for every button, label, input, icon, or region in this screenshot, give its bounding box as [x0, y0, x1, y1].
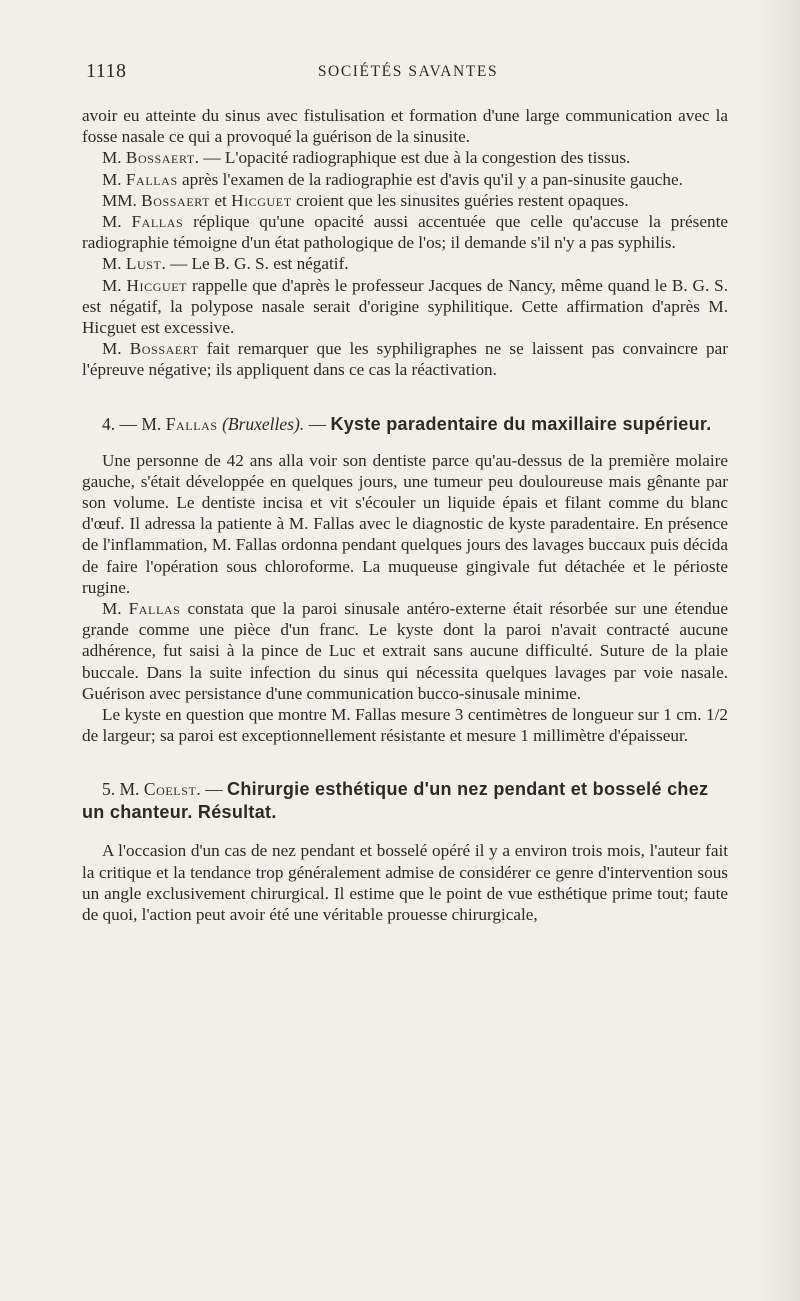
page-header: [86, 60, 730, 88]
speaker-name: Hicguet: [126, 275, 188, 295]
paragraph: M. Fallas réplique qu'une opacité aussi accentuée que celle qu'accuse la présente radiographie témoigne d'un état pathologique de l'os; il demande s'il n'y a pas syphilis.: [82, 212, 728, 253]
paragraph: M. Bossaert. — L'opacité radiographique est due à la congestion des tissus.: [102, 148, 631, 168]
body-text: [82, 105, 728, 925]
paragraph: Une personne de 42 ans alla voir son dentiste parce qu'au-dessus de la première molaire gauche, s'était développée en quelques jours, une tumeur peu douloureuse mais gênante par son volume. Le dentiste incisa et vit s'écouler un liquide épais et filant comme du blanc d'œuf. Il adressa la patiente à M. Fallas avec le diagnostic de kyste paradentaire. En présence de l'inflammation, M. Fallas ordonna pendant quelques jours des lavages buccaux puis décida de faire l'opération sous chloroforme. La muqueuse gingivale fut détachée et le périoste rugine.: [82, 450, 728, 597]
page-number: 1118: [86, 60, 127, 82]
paragraph: M. Fallas constata que la paroi sinusale antéro-externe était résorbée sur une étendue grande comme une pièce d'un franc. Le kyste dont la paroi n'avait contracté aucune adhérence, fut saisi à la pince de Luc et extrait sans aucune difficulté. Suture de la plaie buccale. Dans la suite infection du sinus qui nécessita quelques lavages par voie nasale. Guérison avec persistance d'une communication bucco-sinusale minime.: [82, 599, 728, 703]
speaker-name: Bossaert: [141, 190, 211, 210]
paragraph: avoir eu atteinte du sinus avec fistulisation et formation d'une large communication avec la fosse nasale ce qui a provoqué la guérison de la sinusite.: [82, 106, 728, 147]
speaker-name: Fallas: [128, 599, 181, 619]
paragraph: MM. Bossaert et Hicguet croient que les sinusites guéries restent opaques.: [102, 190, 629, 210]
speaker-name: Bossaert: [125, 148, 195, 168]
paragraph: M. Fallas après l'examen de la radiographie est d'avis qu'il y a pan-sinusite gauche.: [102, 169, 683, 189]
speaker-name: Bossaert: [129, 339, 199, 359]
page-edge-shadow: [760, 0, 800, 1301]
paragraph: M. Bossaert fait remarquer que les syphiligraphes ne se laissent pas convaincre par l'épreuve négative; ils appliquent dans ce cas la réactivation.: [82, 339, 728, 380]
section-title: Kyste paradentaire du maxillaire supérieur.: [330, 413, 712, 434]
speaker-name: Fallas: [131, 212, 184, 232]
speaker-name: Hicguet: [231, 190, 292, 210]
author-name: Coelst: [143, 779, 197, 800]
spacer: [82, 824, 728, 840]
section-heading-4: 4. — M. Fallas (Bruxelles). — Kyste paradentaire du maxillaire supérieur.: [102, 413, 712, 434]
speaker-name: Fallas: [125, 169, 178, 189]
author-city: (Bruxelles).: [222, 413, 305, 434]
section-title: Chirurgie esthétique d'un nez pendant et bosselé chez un chanteur. Résultat.: [82, 779, 709, 823]
speaker-name: Lust: [125, 254, 162, 274]
paragraph: M. Lust. — Le B. G. S. est négatif.: [102, 254, 349, 274]
section-heading-5: 5. M. Coelst. — Chirurgie esthétique d'un nez pendant et bosselé chez un chanteur. Résultat.: [82, 779, 709, 823]
spacer: [82, 436, 728, 450]
paragraph: M. Hicguet rappelle que d'après le professeur Jacques de Nancy, même quand le B. G. S. est négatif, la polypose nasale serait d'origine syphilitique. Cette affirmation d'après M. Hicguet est excessive.: [82, 275, 729, 338]
author-name: Fallas: [165, 413, 218, 434]
running-title: SOCIÉTÉS SAVANTES: [317, 63, 499, 80]
paragraph: Le kyste en question que montre M. Fallas mesure 3 centimètres de longueur sur 1 cm. 1/2 de largeur; sa paroi est exceptionnellement résistante et mesure 1 millimètre d'épaisseur.: [82, 705, 728, 746]
paragraph: A l'occasion d'un cas de nez pendant et bosselé opéré il y a environ trois mois, l'auteur fait la critique et la tendance trop généralement admise de considérer ce genre d'intervention sous un angle exclusivement chirurgical. Il estime que le point de vue esthétique prime tout; faute de quoi, l'action peut avoir été une véritable prouesse chirurgicale,: [82, 841, 728, 925]
